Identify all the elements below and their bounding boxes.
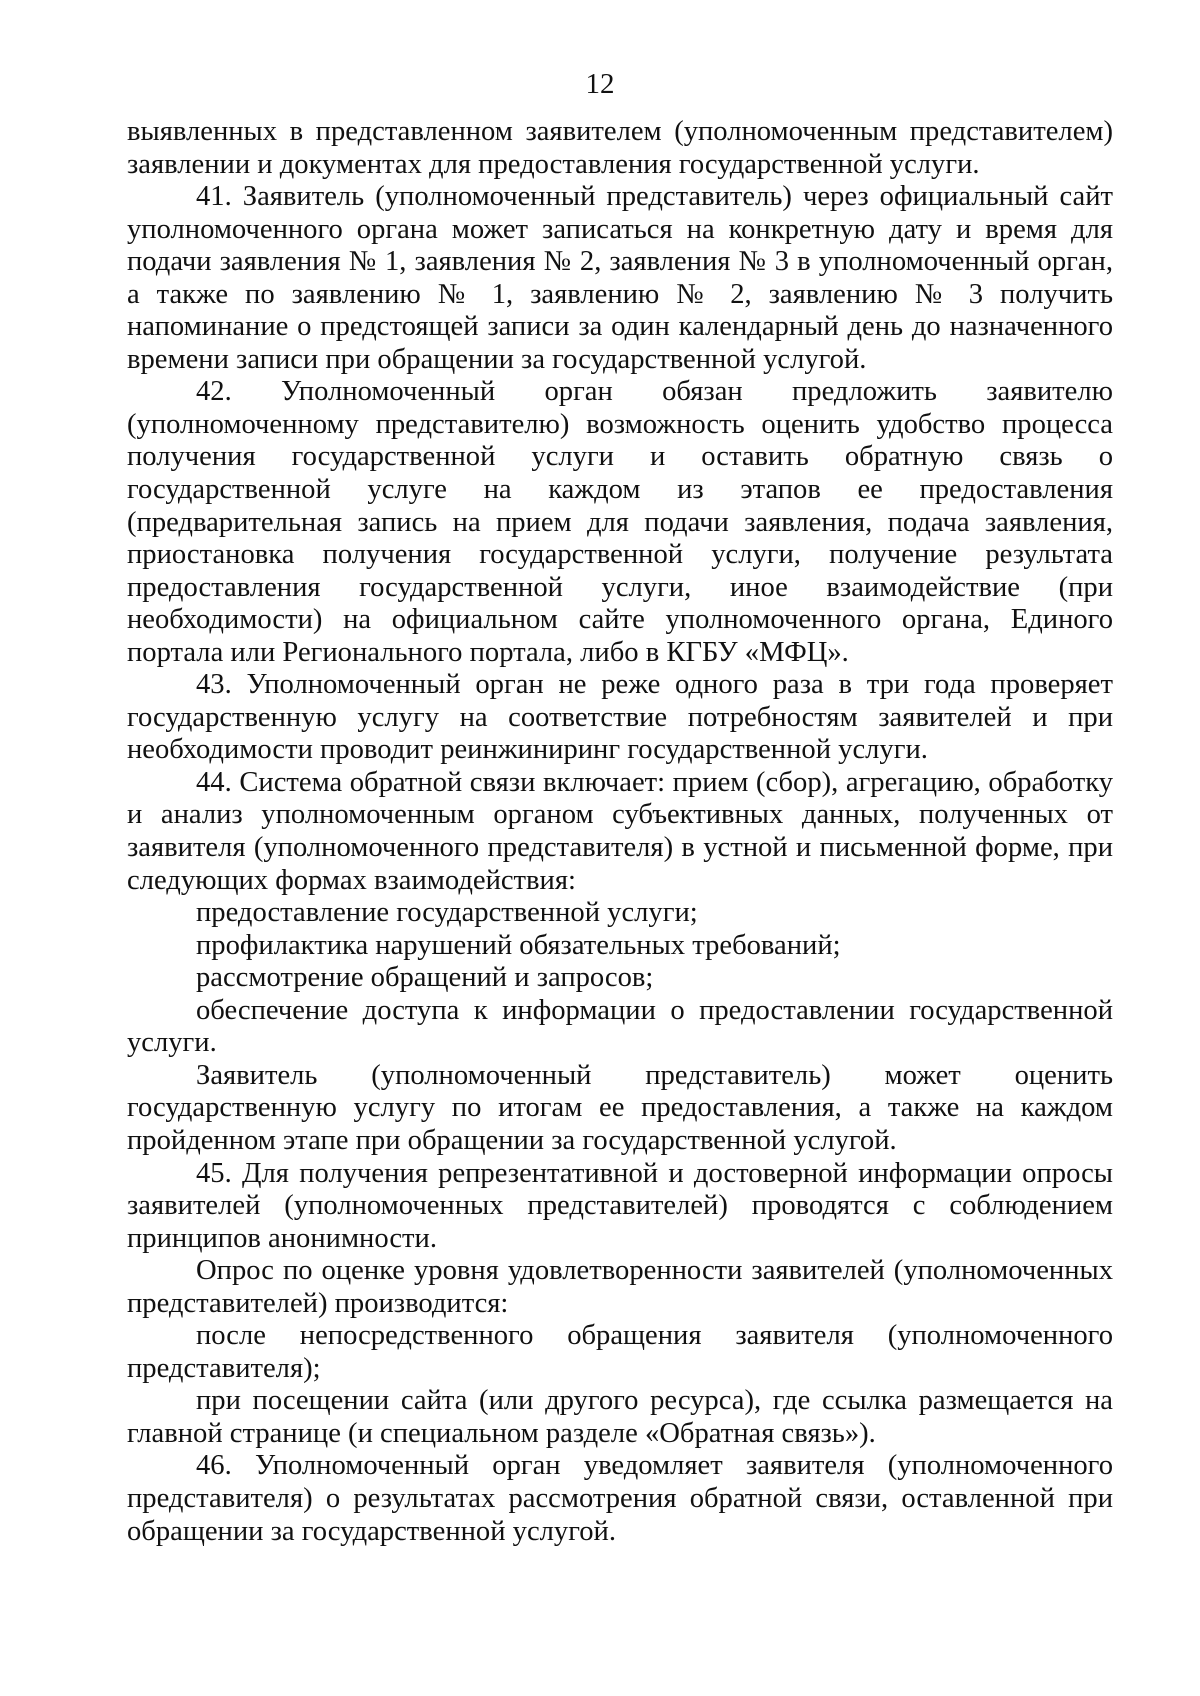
list-item: после непосредственного обращения заявителя (уполномоченного представителя);	[127, 1320, 1113, 1384]
paragraph-applicant-evaluation: Заявитель (уполномоченный представитель) может оценить государственную услугу по итогам ее предоставления, а также на каждом пройденном этапе при обращении за государственной услугой.	[127, 1059, 1113, 1156]
page-number: 12	[585, 68, 615, 100]
paragraph-45: 45. Для получения репрезентативной и достоверной информации опросы заявителей (уполномоченных представителей) проводятся с соблюдением принципов анонимности.	[127, 1157, 1113, 1254]
list-item: при посещении сайта (или другого ресурса), где ссылка размещается на главной странице (и специальном разделе «Обратная связь»).	[127, 1385, 1113, 1449]
paragraph-continuation: выявленных в представленном заявителем (уполномоченным представителем) заявлении и документах для предоставления государственной услуги.	[127, 116, 1113, 180]
list-item: предоставление государственной услуги;	[196, 897, 698, 929]
paragraph-46: 46. Уполномоченный орган уведомляет заявителя (уполномоченного представителя) о результатах рассмотрения обратной связи, оставленной при обращении за государственной услугой.	[127, 1450, 1113, 1547]
paragraph-44: 44. Система обратной связи включает: прием (сбор), агрегацию, обработку и анализ уполномоченным органом субъективных данных, полученных от заявителя (уполномоченного представителя) в устной и письменной форме, при следующих формах взаимодействия:	[127, 766, 1113, 896]
paragraph-survey: Опрос по оценке уровня удовлетворенности заявителей (уполномоченных представителей) производится:	[127, 1255, 1113, 1319]
paragraph-41: 41. Заявитель (уполномоченный представитель) через официальный сайт уполномоченного органа может записаться на конкретную дату и время для подачи заявления № 1, заявления № 2, заявления № 3 в уполномоченный орган, а также по заявлению № 1, заявлению № 2, заявлению № 3 получить напоминание о предстоящей записи за один календарный день до назначенного времени записи при обращении за государственной услугой.	[127, 181, 1113, 375]
document-body	[127, 116, 1113, 1548]
paragraph-43: 43. Уполномоченный орган не реже одного раза в три года проверяет государственную услугу на соответствие потребностям заявителей и при необходимости проводит реинжиниринг государственной услуги.	[127, 669, 1113, 766]
paragraph-42: 42. Уполномоченный орган обязан предложить заявителю (уполномоченному представителю) возможность оценить удобство процесса получения государственной услуги и оставить обратную связь о государственной услуге на каждом из этапов ее предоставления (предварительная запись на прием для подачи заявления, подача заявления, приостановка получения государственной услуги, получение результата предоставления государственной услуги, иное взаимодействие (при необходимости) на официальном сайте уполномоченного органа, Единого портала или Регионального портала, либо в КГБУ «МФЦ».	[127, 376, 1113, 668]
list-item: профилактика нарушений обязательных требований;	[196, 929, 841, 961]
list-item: рассмотрение обращений и запросов;	[196, 962, 654, 994]
list-item: обеспечение доступа к информации о предоставлении государственной услуги.	[127, 994, 1113, 1059]
